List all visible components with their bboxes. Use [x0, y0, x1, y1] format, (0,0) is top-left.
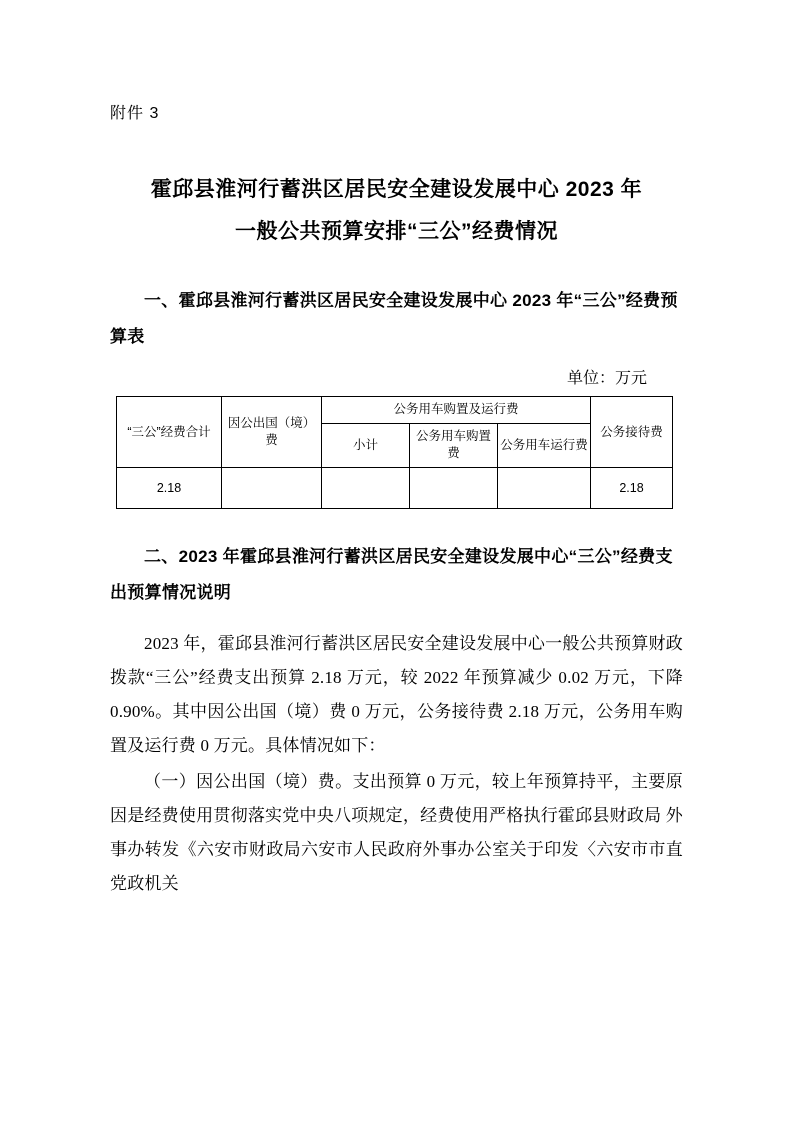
section-spacer: [110, 509, 683, 539]
page-title-line-1: 霍邱县淮河行蓄洪区居民安全建设发展中心 2023 年: [150, 178, 643, 201]
paragraph-2: （一）因公出国（境）费。支出预算 0 万元，较上年预算持平，主要原因是经费使用贯彻落实党中央八项规定，经费使用严格执行霍邱县财政局 外事办转发《六安市财政局六安市人民政府外事办公室关于印发〈六安市市直党政机关: [110, 772, 683, 893]
budget-table: [116, 396, 673, 509]
cell-vehicle-subtotal: [322, 468, 410, 509]
column-header-abroad: 因公出国（境）费: [222, 397, 322, 468]
attachment-label: 附件 3: [110, 105, 160, 122]
cell-vehicle-purchase: [410, 468, 498, 509]
page-title: [110, 169, 683, 253]
body-text: [110, 627, 683, 901]
table-row: [117, 468, 673, 509]
section-1-heading: 一、霍邱县淮河行蓄洪区居民安全建设发展中心 2023 年“三公”经费预算表: [110, 291, 678, 346]
table-header-row-1: [117, 397, 673, 424]
column-header-reception: 公务接待费: [591, 397, 673, 468]
cell-vehicle-operation: [498, 468, 591, 509]
cell-total: 2.18: [117, 468, 222, 509]
page-title-line-2: 一般公共预算安排“三公”经费情况: [235, 220, 558, 243]
paragraph-1: 2023 年，霍邱县淮河行蓄洪区居民安全建设发展中心一般公共预算财政拨款“三公”经费支出预算 2.18 万元，较 2022 年预算减少 0.02 万元，下降 0.90%。其中因公出国（境）费 0 万元，公务接待费 2.18 万元，公务用车购置及运行费 0 万元。具体情况如下：: [110, 634, 683, 755]
column-header-vehicle-subtotal: 小计: [322, 423, 410, 467]
column-header-total: “三公”经费合计: [117, 397, 222, 468]
section-2-heading: 二、2023 年霍邱县淮河行蓄洪区居民安全建设发展中心“三公”经费支出预算情况说明: [110, 547, 673, 602]
table-unit-note: 单位：万元: [566, 370, 647, 387]
column-header-vehicle-group: 公务用车购置及运行费: [322, 397, 591, 424]
column-header-vehicle-purchase: 公务用车购置费: [410, 423, 498, 467]
cell-abroad: [222, 468, 322, 509]
cell-reception: 2.18: [591, 468, 673, 509]
column-header-vehicle-operation: 公务用车运行费: [498, 423, 591, 467]
